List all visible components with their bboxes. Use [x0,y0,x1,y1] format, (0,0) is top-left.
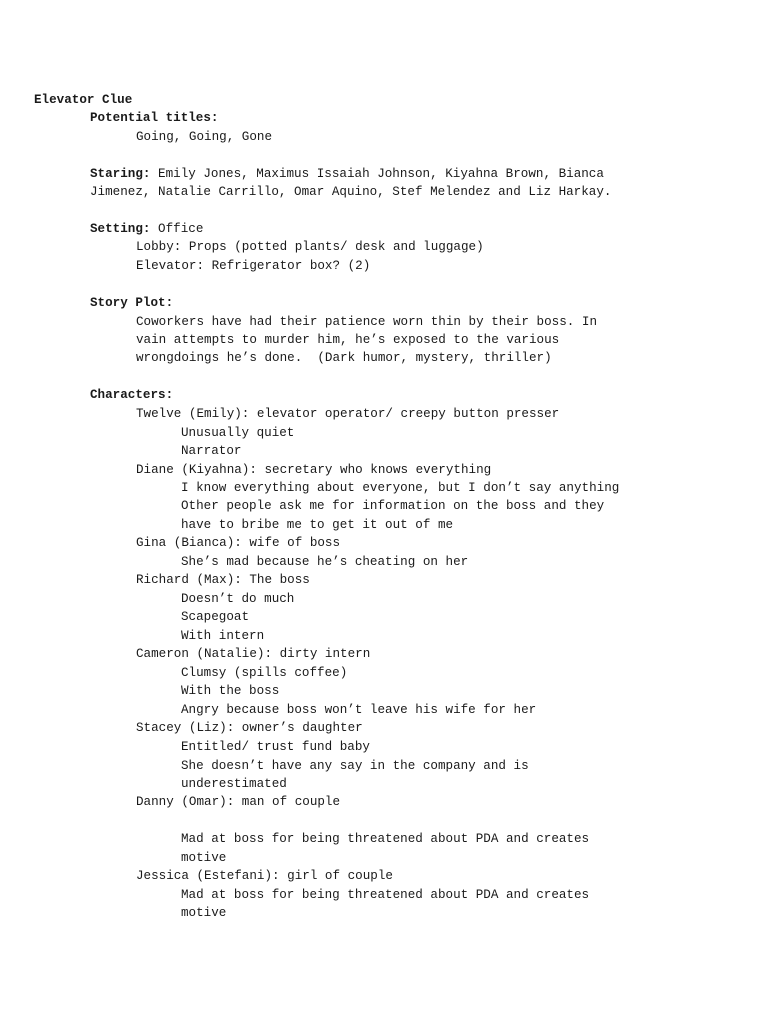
character-name: Richard (Max): The boss [136,573,310,587]
character-note: Narrator [181,444,242,458]
setting-label: Setting: [90,222,151,236]
character-note: With the boss [181,684,280,698]
character-note: Scapegoat [181,610,250,624]
setting-value: Office [150,222,204,236]
plot-line: Coworkers have had their patience worn thin by their boss. In [136,315,598,329]
character-note: I know everything about everyone, but I don’t say anything [181,481,620,495]
plot-label: Story Plot: [90,296,174,310]
staring-cast-1: Emily Jones, Maximus Issaiah Johnson, Kiyahna Brown, Bianca [150,167,604,181]
character-name: Twelve (Emily): elevator operator/ creepy button presser [136,407,560,421]
character-note: Doesn’t do much [181,592,295,606]
staring-label: Staring: [90,167,151,181]
character-note: Mad at boss for being threatened about PDA and creates [181,832,590,846]
characters-label: Characters: [90,388,174,402]
character-name: Diane (Kiyahna): secretary who knows everything [136,463,492,477]
character-note: With intern [181,629,265,643]
character-note: Clumsy (spills coffee) [181,666,348,680]
staring-line-1 [90,165,604,183]
character-note: motive [181,851,227,865]
character-note: Other people ask me for information on the boss and they [181,499,605,513]
character-note: motive [181,906,227,920]
character-name: Danny (Omar): man of couple [136,795,341,809]
character-note: She doesn’t have any say in the company and is [181,759,529,773]
character-note: Mad at boss for being threatened about PDA and creates [181,888,590,902]
document-title: Elevator Clue [34,93,133,107]
character-name: Stacey (Liz): owner’s daughter [136,721,363,735]
character-note: She’s mad because he’s cheating on her [181,555,469,569]
character-note: Unusually quiet [181,426,295,440]
character-name: Jessica (Estefani): girl of couple [136,869,393,883]
plot-line: vain attempts to murder him, he’s exposed to the various [136,333,560,347]
setting-lobby: Lobby: Props (potted plants/ desk and luggage) [136,240,484,254]
setting-line [90,220,203,238]
character-note: underestimated [181,777,287,791]
staring-cast-2: Jimenez, Natalie Carrillo, Omar Aquino, Stef Melendez and Liz Harkay. [90,185,612,199]
setting-elevator: Elevator: Refrigerator box? (2) [136,259,371,273]
character-note: Angry because boss won’t leave his wife for her [181,703,537,717]
character-name: Gina (Bianca): wife of boss [136,536,341,550]
character-note: Entitled/ trust fund baby [181,740,370,754]
character-name: Cameron (Natalie): dirty intern [136,647,371,661]
plot-line: wrongdoings he’s done. (Dark humor, mystery, thriller) [136,351,552,365]
character-note: have to bribe me to get it out of me [181,518,454,532]
titles-value: Going, Going, Gone [136,130,273,144]
titles-label: Potential titles: [90,111,219,125]
